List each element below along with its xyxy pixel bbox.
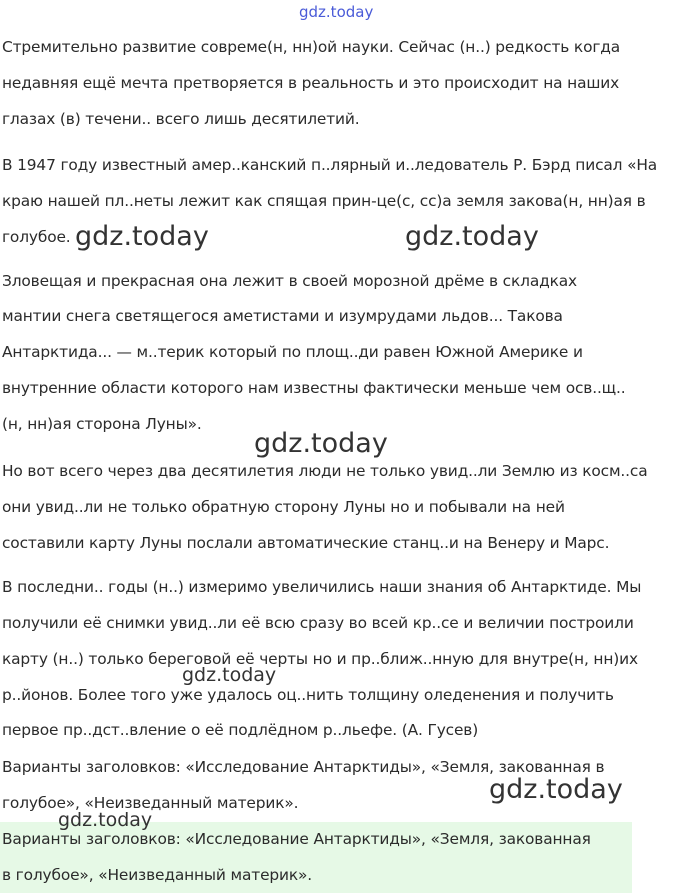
text-line: они увид..ли не только обратную сторону Луны но и побывали на ней <box>2 498 565 516</box>
text-line: Варианты заголовков: «Исследование Антарктиды», «Земля, закованная <box>2 830 591 848</box>
text-line: голубое. <box>2 228 71 246</box>
text-line: Антарктида... — м..терик который по площ..ди равен Южной Америке и <box>2 343 583 361</box>
watermark: gdz.today <box>75 221 209 252</box>
text-line: р..йонов. Более того уже удалось оц..нить толщину оледенения и получить <box>2 686 614 704</box>
text-line: Зловещая и прекрасная она лежит в своей морозной дрёме в складках <box>2 272 577 290</box>
text-line: краю нашей пл..неты лежит как спящая прин-це(с, сс)а земля закова(н, нн)ая в <box>2 192 646 210</box>
text-line: в голубое», «Неизведанный материк». <box>2 866 313 884</box>
text-line: Варианты заголовков: «Исследование Антарктиды», «Земля, закованная в <box>2 758 605 776</box>
text-line: недавняя ещё мечта претворяется в реальность и это происходит на наших <box>2 74 620 92</box>
watermark: gdz.today <box>489 774 623 805</box>
watermark: gdz.today <box>254 428 388 459</box>
text-line: получили её снимки увид..ли её всю сразу во всей кр..се и величии построили <box>2 614 634 632</box>
text-line: внутренние области которого нам известны фактически меньше чем осв..щ.. <box>2 379 626 397</box>
watermark: gdz.today <box>58 809 153 831</box>
text-line: В последни.. годы (н..) измеримо увеличились наши знания об Антарктиде. Мы <box>2 578 642 596</box>
watermark: gdz.today <box>405 221 539 252</box>
text-line: Но вот всего через два десятилетия люди не только увид..ли Землю из косм..са <box>2 462 648 480</box>
watermark: gdz.today <box>182 664 277 686</box>
text-line: голубое», «Неизведанный материк». <box>2 794 299 812</box>
text-line: составили карту Луны послали автоматические станц..и на Венеру и Марс. <box>2 534 610 552</box>
site-logo[interactable]: gdz.today <box>299 3 374 21</box>
text-line: (н, нн)ая сторона Луны». <box>2 415 202 433</box>
text-line: мантии снега светящегося аметистами и изумрудами льдов... Такова <box>2 307 563 325</box>
text-line: В 1947 году известный амер..канский п..лярный и..ледователь Р. Бэрд писал «На <box>2 156 658 174</box>
text-line: первое пр..дст..вление о её подлёдном р..льефе. (А. Гусев) <box>2 721 479 739</box>
text-line: глазах (в) течени.. всего лишь десятилетий. <box>2 110 360 128</box>
text-line: Стремительно развитие совреме(н, нн)ой науки. Сейчас (н..) редкость когда <box>2 38 621 56</box>
text-line: карту (н..) только береговой её черты но и пр..ближ..нную для внутре(н, нн)их <box>2 650 638 668</box>
